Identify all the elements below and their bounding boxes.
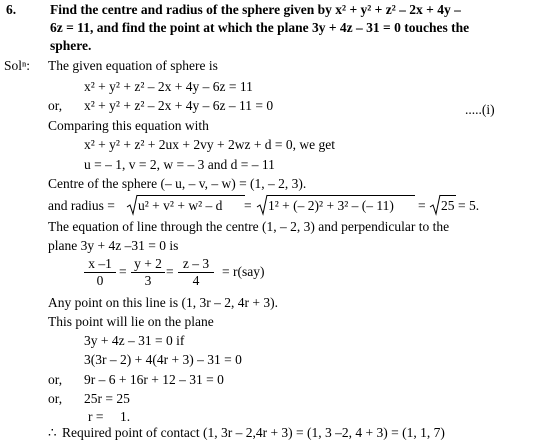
expansion: 9r – 6 + 16r + 12 – 31 = 0: [84, 372, 224, 387]
radius-radicand-3: 25: [441, 198, 455, 213]
fraction-2-numerator: y + 2: [134, 256, 162, 271]
radius-radicand-2: 1² + (– 2)² + 3² – (– 11): [268, 198, 394, 213]
fraction-1-numerator: x –1: [88, 256, 112, 271]
comparing-text: Comparing this equation with: [48, 118, 209, 133]
radius-equals-1: =: [244, 198, 252, 213]
substitution: 3(3r – 2) + 4(4r + 3) – 31 = 0: [84, 352, 242, 367]
lie-on-plane-text: This point will lie on the plane: [48, 314, 214, 329]
radical-bar-3: [440, 195, 456, 196]
conclusion: Required point of contact (1, 3r – 2,4r + 3) = (1, 3 –2, 4 + 3) = (1, 1, 7): [62, 425, 445, 440]
fraction-1-denominator: 0: [96, 273, 104, 288]
therefore-symbol: ∴: [48, 425, 57, 440]
fraction-3-numerator: z – 3: [182, 256, 210, 271]
simplified: 25r = 25: [84, 391, 130, 406]
fraction-2-denominator: 3: [144, 273, 152, 288]
centre-line: Centre of the sphere (– u, – v, – w) = (1, – 2, 3).: [48, 176, 307, 191]
solution-label: Solⁿ:: [4, 58, 31, 73]
r-equals: r =: [88, 409, 104, 424]
fraction-result: = r(say): [222, 264, 265, 279]
radius-equals-2: =: [418, 198, 426, 213]
fraction-3-denominator: 4: [192, 273, 200, 288]
problem-number: 6.: [6, 2, 17, 17]
radical-sign-1: [126, 194, 138, 216]
equation-2: x² + y² + z² – 2x + 4y – 6z – 11 = 0: [84, 98, 274, 113]
radical-sign-3: [429, 194, 441, 216]
radical-bar-1: [137, 195, 245, 196]
plane-condition: 3y + 4z – 31 = 0 if: [84, 333, 185, 348]
equation-tag: .....(i): [465, 102, 495, 117]
or-label-1: or,: [48, 98, 63, 113]
general-equation: x² + y² + z² + 2ux + 2vy + 2wz + d = 0, we get: [84, 137, 336, 152]
equation-1: x² + y² + z² – 2x + 4y – 6z = 11: [84, 79, 253, 94]
r-value: 1.: [120, 409, 131, 424]
or-label-3: or,: [48, 391, 63, 406]
radius-result: = 5.: [458, 198, 480, 213]
or-label-2: or,: [48, 372, 63, 387]
fraction-equals-2: =: [166, 264, 174, 279]
solution-intro: The given equation of sphere is: [48, 58, 218, 73]
line-description-2: plane 3y + 4z –31 = 0 is: [48, 238, 179, 253]
radical-sign-2: [256, 194, 268, 216]
fraction-equals-1: =: [119, 264, 127, 279]
problem-line-3: sphere.: [50, 38, 92, 53]
line-description-1: The equation of line through the centre (1, – 2, 3) and perpendicular to the: [48, 219, 450, 234]
radius-prefix: and radius =: [48, 198, 115, 213]
problem-line-1: Find the centre and radius of the sphere given by x² + y² + z² – 2x + 4y –: [50, 2, 461, 17]
any-point-text: Any point on this line is (1, 3r – 2, 4r + 3).: [48, 295, 278, 310]
radius-radicand-1: u² + v² + w² – d: [138, 198, 223, 213]
problem-line-2: 6z = 11, and find the point at which the plane 3y + 4z – 31 = 0 touches the: [50, 20, 470, 35]
radical-bar-2: [267, 195, 415, 196]
coefficient-values: u = – 1, v = 2, w = – 3 and d = – 11: [84, 157, 275, 172]
